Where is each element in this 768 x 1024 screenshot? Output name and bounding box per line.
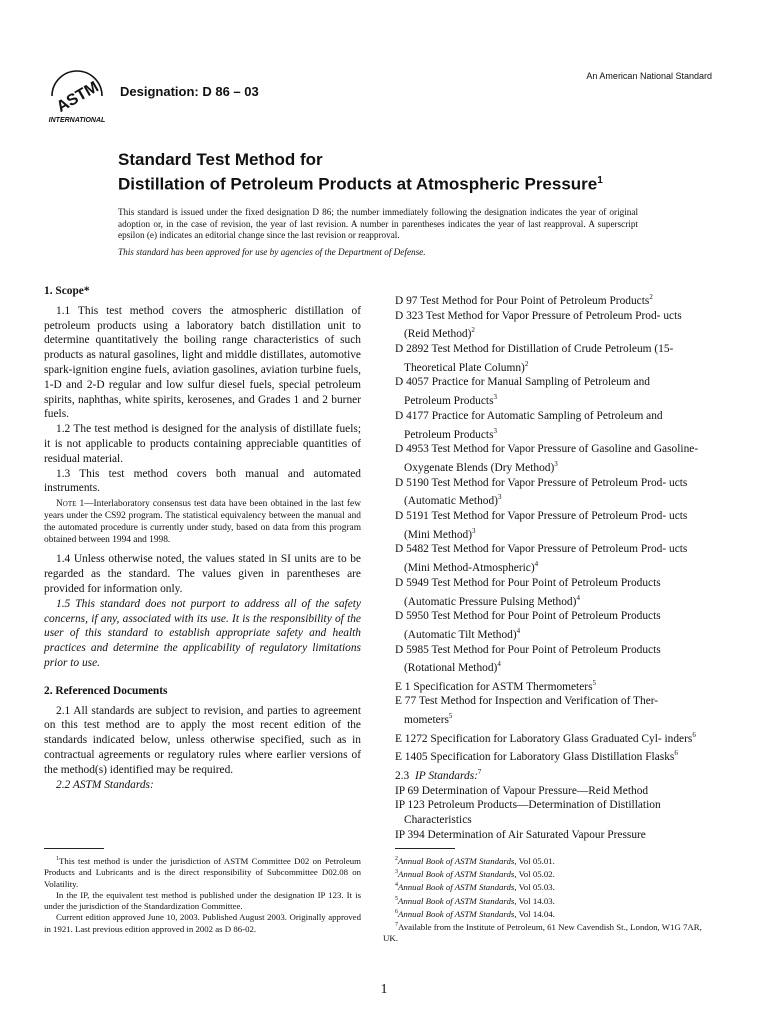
reference-item [395, 828, 699, 843]
footnote-text: , Vol 05.02. [514, 869, 555, 880]
reference-item [395, 342, 699, 375]
paragraph-1-3: 1.3 This test method covers both manual and automated instruments. [44, 467, 361, 495]
footnote [44, 854, 361, 890]
reference-item [395, 676, 699, 695]
reference-footnote-mark: 3 [472, 526, 476, 535]
footnote [383, 920, 703, 945]
footnote-text: , Vol 14.04. [514, 908, 555, 919]
reference-item [395, 576, 699, 609]
reference-item [395, 409, 699, 442]
footnote-source: Annual Book of ASTM Standards [398, 869, 515, 880]
reference-text: D 2892 Test Method for Distillation of Crude Petroleum (15-Theoretical Plate Column) [395, 342, 674, 374]
reference-footnote-mark: 3 [497, 493, 502, 502]
reference-footnote-mark: 3 [554, 459, 558, 468]
reference-text: E 1405 Specification for Laboratory Glass Distillation Flasks [395, 751, 675, 764]
reference-text: D 5950 Test Method for Pour Point of Petroleum Products (Automatic Tilt Method) [395, 610, 661, 641]
reference-text: D 5949 Test Method for Pour Point of Petroleum Products (Automatic Pressure Pulsing Method) [395, 576, 661, 608]
logo-subtext: INTERNATIONAL [48, 117, 106, 124]
footnote-source: Annual Book of ASTM Standards [398, 882, 515, 893]
paragraph-1-2: 1.2 The test method is designed for the analysis of distillate fuels; it is not applicable to products containing appreciable quantities of residual material. [44, 423, 361, 465]
footnote-text: , Vol 05.01. [514, 855, 555, 866]
footnote-text: Current edition approved June 10, 2003. Published August 2003. Originally approved in 1921. Last previous edition approved in 2002 as D 86-02. [44, 912, 361, 934]
reference-text: D 4177 Practice for Automatic Sampling of Petroleum and Petroleum Products [395, 409, 663, 441]
footnote [383, 867, 703, 880]
reference-item [395, 643, 699, 676]
reference-footnote-mark: 2 [649, 293, 653, 301]
title-line-2: Distillation of Petroleum Products at Atmospheric Pressure$^1$ [118, 174, 603, 194]
footnotes-left [44, 854, 361, 935]
footnote-source: Annual Book of ASTM Standards [398, 908, 515, 919]
footnote-mark: 7 [395, 922, 398, 929]
reference-text: E 77 Test Method for Inspection and Verification of Ther- mometers [395, 695, 659, 727]
page-number: 1 [380, 982, 388, 997]
reference-text: IP 123 Petroleum Products—Determination of Distillation Characteristics [395, 799, 661, 827]
reference-text: E 1 Specification for ASTM Thermometers [395, 680, 593, 693]
reference-footnote-mark: 3 [493, 393, 498, 402]
footnotes-right [383, 854, 703, 945]
reference-item [395, 309, 699, 342]
footnote [383, 880, 703, 893]
footnote-text: , Vol 05.03. [514, 882, 555, 893]
logo-wordmark: ASTM [53, 78, 102, 116]
paragraph-1-5: 1.5 This standard does not purport to address all of the safety concerns, if any, associated with its use. It is the responsibility of the user of this standard to establish appropriate safety and health practices and determine the applicability of regulatory limitations prior to use. [44, 597, 361, 669]
reference-footnote-mark: 2 [524, 359, 529, 368]
footnote [383, 907, 703, 920]
reference-footnote-mark: 5 [592, 678, 597, 687]
reference-text: D 5191 Test Method for Vapor Pressure of Petroleum Prod- ucts (Mini Method) [395, 509, 688, 541]
note-1: Note 1—Interlaboratory consensus test data have been obtained in the last few years under the CS92 program. The statistical equivalency between the manual and the automated procedure is currently under study, based on data from this program obtained between 1994 and 1998. [44, 499, 361, 545]
footnote-text: In the IP, the equivalent test method is published under the designation IP 123. It is under the jurisdiction of the Standardization Committee. [44, 889, 361, 912]
paragraph-2-1: 2.1 All standards are subject to revision, and parties to agreement on this test method are to apply the most recent edition of the standards indicated below, unless otherwise specified, such as in contractual agreements or regulatory rules where earlier versions of the method(s) identified may be required. [44, 704, 361, 776]
paragraph-2-2: 2.2 ASTM Standards: [56, 778, 154, 791]
reference-footnote-mark: 5 [448, 712, 453, 721]
reference-item [395, 442, 699, 475]
reference-text: D 97 Test Method for Pour Point of Petroleum Products [395, 294, 650, 307]
reference-footnote-mark: 2 [471, 326, 475, 335]
footnote-text: Available from the Institute of Petroleum, 61 New Cavendish St., London, W1G 7AR, UK. [383, 922, 702, 944]
footnote [44, 912, 361, 935]
reference-item [395, 542, 699, 575]
reference-item [395, 375, 699, 408]
reference-item [395, 798, 699, 828]
reference-text: E 1272 Specification for Laboratory Glass Graduated Cyl- inders [395, 732, 693, 745]
reference-text: D 4953 Test Method for Vapor Pressure of Gasoline and Gasoline-Oxygenate Blends (Dry Method) [395, 443, 699, 474]
reference-item [395, 509, 699, 542]
footnote-source: Annual Book of ASTM Standards [398, 895, 515, 906]
footnote-text: This test method is under the jurisdiction of ASTM Committee D02 on Petroleum Products and Lubricants and is the direct responsibility of Subcommittee D02.08 on Volatility. [44, 855, 361, 889]
footnote-mark: 2 [395, 856, 398, 862]
reference-footnote-mark: 4 [497, 660, 501, 669]
footnote-text: , Vol 14.03. [514, 895, 555, 906]
designation: Designation: D 86 – 03 [120, 84, 259, 99]
footnote-mark: 4 [395, 882, 398, 889]
reference-item [395, 476, 699, 509]
footnote [44, 890, 361, 913]
footnote-mark: 6 [395, 908, 398, 915]
right-column [395, 290, 699, 843]
reference-footnote-mark: 4 [516, 626, 521, 635]
reference-text: D 4057 Practice for Manual Sampling of Petroleum and Petroleum Products [395, 376, 650, 407]
footnote-mark: 1 [56, 856, 59, 862]
approval-note: This standard has been approved for use by agencies of the Department of Defense. [118, 247, 426, 257]
footnote [383, 894, 703, 907]
left-column [44, 280, 361, 792]
paragraph-1-4: 1.4 Unless otherwise noted, the values stated in SI units are to be regarded as the standard. The values given in parentheses are provided for information only. [44, 553, 361, 595]
reference-footnote-mark: 4 [534, 560, 539, 569]
title-line-1: Standard Test Method for [118, 150, 323, 169]
reference-item [395, 746, 699, 765]
footnote-rule-right [395, 848, 455, 849]
reference-text: D 5482 Test Method for Vapor Pressure of Petroleum Prod- ucts (Mini Method-Atmospheric) [395, 543, 688, 574]
reference-footnote-mark: 4 [576, 593, 580, 602]
reference-item [395, 290, 699, 309]
reference-text: D 323 Test Method for Vapor Pressure of Petroleum Prod- ucts (Reid Method) [395, 309, 682, 341]
footnote-rule-left [44, 848, 104, 849]
reference-item [395, 609, 699, 642]
section-2-heading: 2. Referenced Documents [44, 684, 168, 697]
reference-item [395, 784, 699, 799]
footnote-mark: 3 [395, 869, 398, 876]
footnote-mark: 5 [395, 895, 398, 902]
reference-footnote-mark: 6 [692, 730, 696, 739]
paragraph-1-1: 1.1 This test method covers the atmospheric distillation of petroleum products using a laboratory batch distillation unit to determine quantitatively the boiling range characteristics of such products as natural gasolines, light and middle distillates, automotive spark-ignition engine fuels, aviation gasolines, aviation turbine fuels, 1-D and 2-D regular and low sulfur diesel fuels, special petroleum spirits, naphthas, white spirits, kerosenes, and Grades 1 and 2 burner fuels. [44, 304, 361, 421]
reference-item [395, 694, 699, 727]
reference-text: IP 394 Determination of Air Saturated Vapour Pressure [395, 829, 646, 842]
section-1-heading: 1. Scope* [44, 285, 90, 297]
issuance-note: This standard is issued under the fixed designation D 86; the number immediately following the designation indicates the year of original adoption or, in the case of revision, the year of last revision. A number in parentheses indicates the year of last reapproval. A superscript epsilon (e) indicates an editorial change since the last revision or reapproval. [118, 207, 638, 241]
reference-text: D 5985 Test Method for Pour Point of Petroleum Products (Rotational Method) [395, 643, 661, 675]
ip-standards-list [395, 784, 699, 843]
document-title [118, 149, 678, 195]
footnote [383, 854, 703, 867]
reference-text: D 5190 Test Method for Vapor Pressure of Petroleum Prod- ucts (Automatic Method) [395, 476, 688, 508]
reference-item [395, 728, 699, 747]
reference-footnote-mark: 6 [674, 749, 678, 758]
astm-standards-list [395, 290, 699, 765]
astm-logo [44, 66, 110, 126]
reference-footnote-mark: 3 [493, 426, 498, 435]
footnote-source: Annual Book of ASTM Standards [398, 855, 515, 866]
title-footnote-mark: 1 [597, 175, 603, 186]
standard-type: An American National Standard [586, 71, 712, 81]
ip-standards-heading: 2.3 IP Standards:$^7$ [395, 768, 482, 782]
reference-text: IP 69 Determination of Vapour Pressure—Reid Method [395, 784, 649, 797]
